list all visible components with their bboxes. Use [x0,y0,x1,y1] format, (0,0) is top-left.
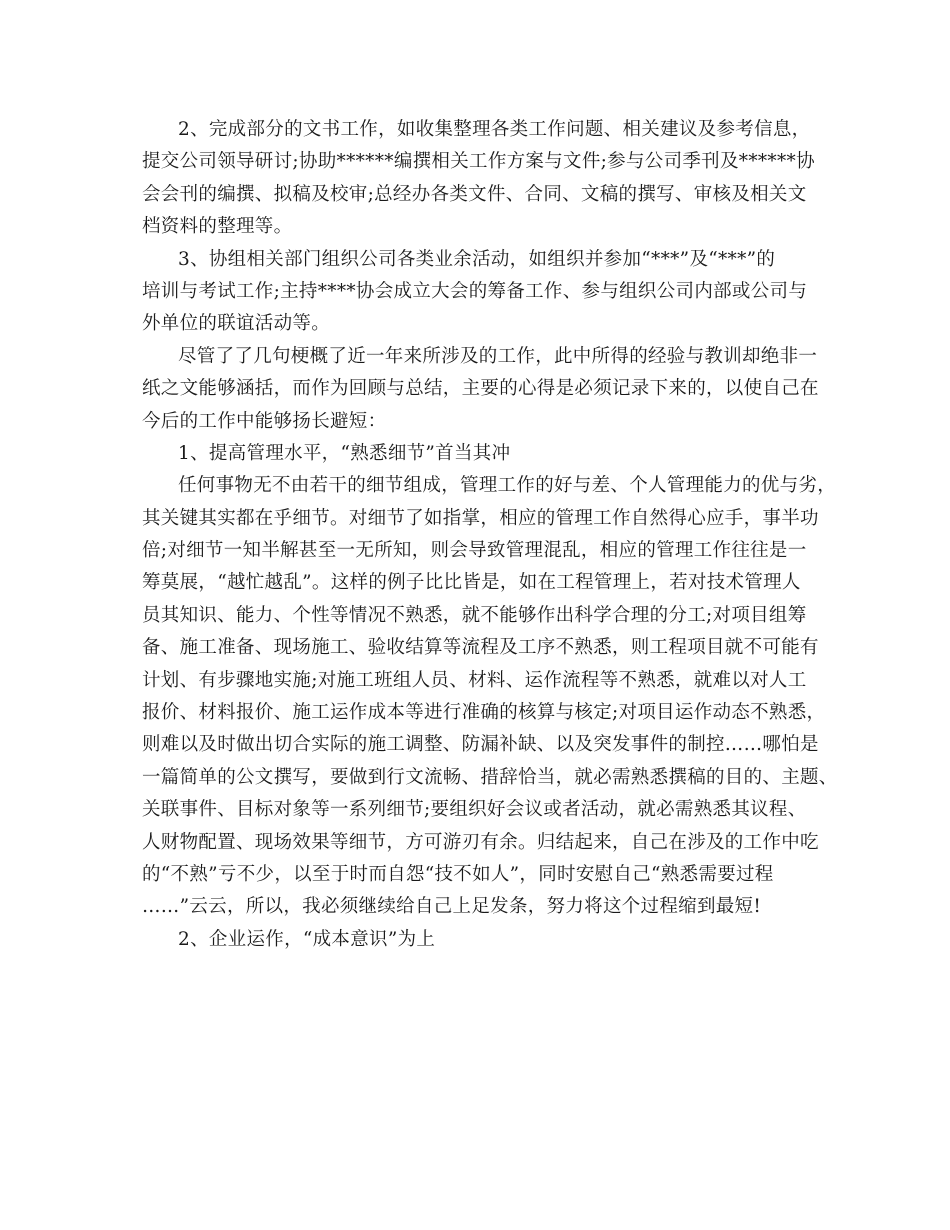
paragraph [142,114,828,244]
text-line: 倍;对细节一知半解甚至一无所知，则会导致管理混乱，相应的管理工作往往是一 [142,540,807,562]
text-line: ……”云云，所以，我必须继续给自己上足发条，努力将这个过程缩到最短! [142,896,762,918]
document-body [142,114,838,956]
text-line: 报价、材料报价、施工运作成本等进行准确的核算与核定;对项目运作动态不熟悉， [142,702,826,724]
paragraph [142,341,828,438]
text-line: 提交公司领导研讨;协助******编撰相关工作方案与文件;参与公司季刊及******协 [142,151,815,173]
text-line: 档资料的整理等。 [142,216,293,238]
text-line: 计划、有步骤地实施;对施工班组人员、材料、运作流程等不熟悉，就难以对人工 [142,669,807,691]
text-line: 会会刊的编撰、拟稿及校审;总经办各类文件、合同、文稿的撰写、审核及相关文 [142,183,807,205]
section-heading [142,924,828,956]
text-line: 一篇简单的公文撰写，要做到行文流畅、措辞恰当，就必需熟悉撰稿的目的、主题、 [142,766,838,788]
section-heading [142,438,828,470]
text-line: 培训与考试工作;主持****协会成立大会的筹备工作、参与组织公司内部或公司与 [142,280,808,302]
text-line: 外单位的联谊活动等。 [142,313,331,335]
text-line: 其关键其实都在乎细节。对细节了如指掌，相应的管理工作自然得心应手，事半功 [142,507,819,529]
text-line: 尽管了了几句梗概了近一年来所涉及的工作，此中所得的经验与教训却绝非一 [178,345,818,367]
text-line: 备、施工准备、现场施工、验收结算等流程及工序不熟悉，则工程项目就不可能有 [142,637,819,659]
text-line: 2、完成部分的文书工作，如收集整理各类工作问题、相关建议及参考信息， [178,119,811,140]
text-line: 筹莫展，“越忙越乱”。这样的例子比比皆是，如在工程管理上，若对技术管理人 [142,572,801,594]
text-line: 任何事物无不由若干的细节组成，管理工作的好与差、个人管理能力的优与劣， [178,475,837,497]
text-line: 的“不熟”亏不少，以至于时而自怨“技不如人”，同时安慰自己“熟悉需要过程 [142,863,774,885]
text-line: 则难以及时做出切合实际的施工调整、防漏补缺、以及突发事件的制控……哪怕是 [142,734,819,756]
text-line: 人财物配置、现场效果等细节，方可游刃有余。归结起来，自己在涉及的工作中吃 [142,831,819,853]
text-line: 关联事件、目标对象等一系列细节;要组织好会议或者活动，就必需熟悉其议程、 [142,799,807,821]
text-line: 1、提高管理水平，“熟悉细节”首当其冲 [178,442,511,464]
text-line: 纸之文能够涵括，而作为回顾与总结，主要的心得是必须记录下来的，以使自己在 [142,378,819,400]
text-line: 今后的工作中能够扬长避短： [142,410,387,432]
text-line: 员其知识、能力、个性等情况不熟悉，就不能够作出科学合理的分工;对项目组筹 [142,604,807,626]
text-line: 3、协组相关部门组织公司各类业余活动，如组织并参加“***”及“***”的 [178,248,776,270]
paragraph [142,244,828,341]
text-line: 2、企业运作，“成本意识”为上 [178,928,436,950]
paragraph [142,470,838,923]
